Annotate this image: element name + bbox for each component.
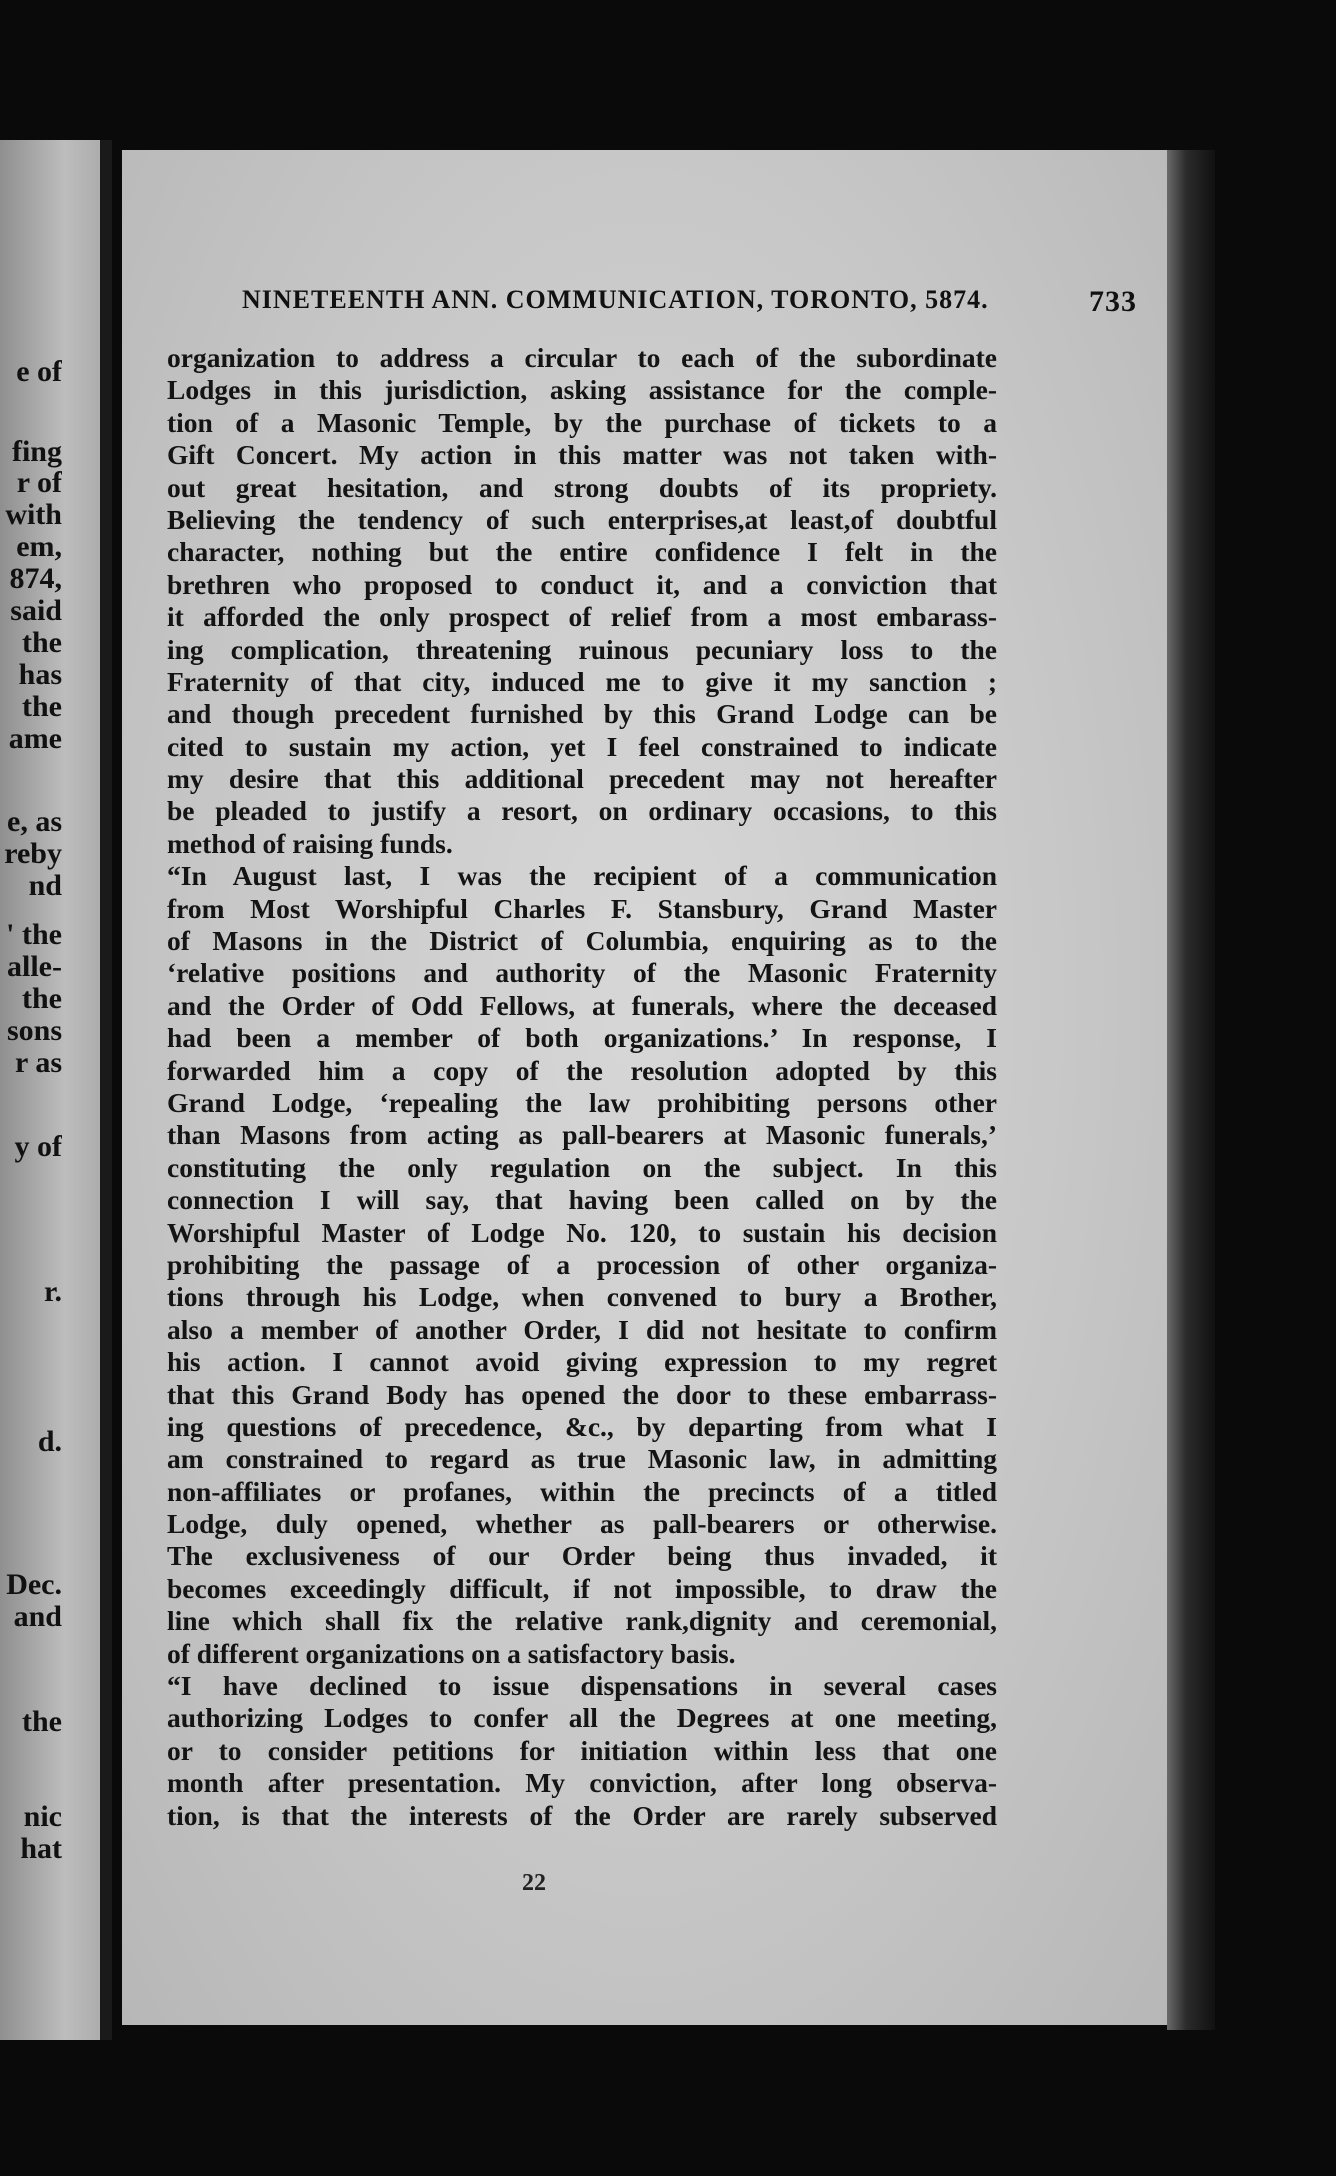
text-line: Fraternity of that city, induced me to give it my sanction ; [167,665,997,697]
text-line: tion, is that the interests of the Order are rarely subserved [167,1799,997,1831]
text-line: tion of a Masonic Temple, by the purchase of tickets to a [167,406,997,438]
left-fragment-line: with [5,498,62,531]
text-line: ing questions of precedence, &c., by departing from what I [167,1410,997,1442]
text-line: month after presentation. My conviction, after long observa- [167,1767,997,1799]
text-line: Lodge, duly opened, whether as pall-bearers or otherwise. [167,1508,997,1540]
left-fragment-line: d. [37,1425,62,1458]
left-page-fragment [0,140,108,2040]
left-fragment-line: em, [16,530,62,563]
text-line: connection I will say, that having been called on by the [167,1184,997,1216]
left-fragment-line: the [22,1705,62,1738]
running-head-title: NINETEENTH ANN. COMMUNICATION, TORONTO, 5874. [242,285,989,314]
left-fragment-line: reby [4,837,62,870]
left-fragment-line: the [22,690,62,723]
left-page-gutter [100,140,112,2040]
text-line: character, nothing but the entire confidence I felt in the [167,536,997,568]
text-line: and though precedent furnished by this Grand Lodge can be [167,698,997,730]
left-fragment-line: ame [8,722,62,755]
text-line: Gift Concert. My action in this matter was not taken with- [167,439,997,471]
text-line: out great hesitation, and strong doubts of its propriety. [167,471,997,503]
text-line: that this Grand Body has opened the door to these embarrass- [167,1378,997,1410]
left-fragment-line: e, as [7,805,62,838]
text-line: line which shall fix the relative rank,dignity and ceremonial, [167,1605,997,1637]
text-line: The exclusiveness of our Order being thus invaded, it [167,1540,997,1572]
text-line: organization to address a circular to each of the subordinate [167,342,997,373]
text-line: prohibiting the passage of a procession of other organiza- [167,1248,997,1280]
text-line: Lodges in this jurisdiction, asking assistance for the comple- [167,374,997,406]
text-line: and the Order of Odd Fellows, at funerals, where the deceased [167,989,997,1021]
text-line: becomes exceedingly difficult, if not impossible, to draw the [167,1572,997,1604]
left-fragment-line: the [22,626,62,659]
text-line: it afforded the only prospect of relief from a most embarass- [167,601,997,633]
text-line: cited to sustain my action, yet I feel constrained to indicate [167,730,997,762]
left-fragment-line: hat [20,1832,62,1865]
text-line: be pleaded to justify a resort, on ordinary occasions, to this [167,795,997,827]
text-line: constituting the only regulation on the subject. In this [167,1151,997,1183]
left-fragment-line: Dec. [6,1568,62,1601]
text-line: ‘relative positions and authority of the Masonic Fraternity [167,957,997,989]
text-line: am constrained to regard as true Masonic law, in admitting [167,1443,997,1475]
text-line: his action. I cannot avoid giving expression to my regret [167,1346,997,1378]
text-line: or to consider petitions for initiation within less that one [167,1734,997,1766]
text-line: Believing the tendency of such enterprises,at least,of doubtful [167,503,997,535]
left-fragment-line: r as [15,1046,62,1079]
body-text [167,342,997,1832]
left-fragment-line: fing [11,435,62,468]
left-fragment-line: e of [16,355,62,388]
text-line: non-affiliates or profanes, within the precincts of a titled [167,1475,997,1507]
text-line: “In August last, I was the recipient of a communication [167,860,997,892]
text-line: ing complication, threatening ruinous pecuniary loss to the [167,633,997,665]
right-page-edge [1167,150,1215,2030]
text-line: brethren who proposed to conduct it, and a conviction that [167,568,997,600]
text-line: from Most Worshipful Charles F. Stansbury, Grand Master [167,892,997,924]
text-line: my desire that this additional precedent may not hereafter [167,763,997,795]
text-line: method of raising funds. [167,827,453,859]
text-line: also a member of another Order, I did not hesitate to confirm [167,1313,997,1345]
text-line: authorizing Lodges to confer all the Degrees at one meeting, [167,1702,997,1734]
left-fragment-line: and [13,1600,62,1633]
left-fragment-line: sons [6,1014,62,1047]
signature-mark: 22 [522,1870,546,1896]
left-fragment-line: 874, [9,562,62,595]
left-fragment-line: ' the [6,918,62,951]
left-fragment-line: r. [43,1275,62,1308]
text-line: Worshipful Master of Lodge No. 120, to sustain his decision [167,1216,997,1248]
book-page [122,150,1167,2025]
left-fragment-line: has [18,658,62,691]
page-number: 733 [1089,285,1137,318]
left-fragment-line: nd [28,869,62,902]
text-line: of Masons in the District of Columbia, enquiring as to the [167,925,997,957]
text-line: Grand Lodge, ‘repealing the law prohibiting persons other [167,1086,997,1118]
text-line: tions through his Lodge, when convened to bury a Brother, [167,1281,997,1313]
running-head [242,285,1137,325]
left-fragment-line: r of [16,466,62,499]
text-line: of different organizations on a satisfactory basis. [167,1637,736,1669]
text-line: “I have declined to issue dispensations in several cases [167,1670,997,1702]
left-fragment-line: alle- [7,950,62,983]
text-line: had been a member of both organizations.’ In response, I [167,1022,997,1054]
text-line: forwarded him a copy of the resolution adopted by this [167,1054,997,1086]
text-line: than Masons from acting as pall-bearers at Masonic funerals,’ [167,1119,997,1151]
left-fragment-line: y of [14,1130,62,1163]
left-fragment-line: nic [23,1800,62,1833]
left-fragment-line: the [22,982,62,1015]
left-fragment-line: said [10,594,62,627]
